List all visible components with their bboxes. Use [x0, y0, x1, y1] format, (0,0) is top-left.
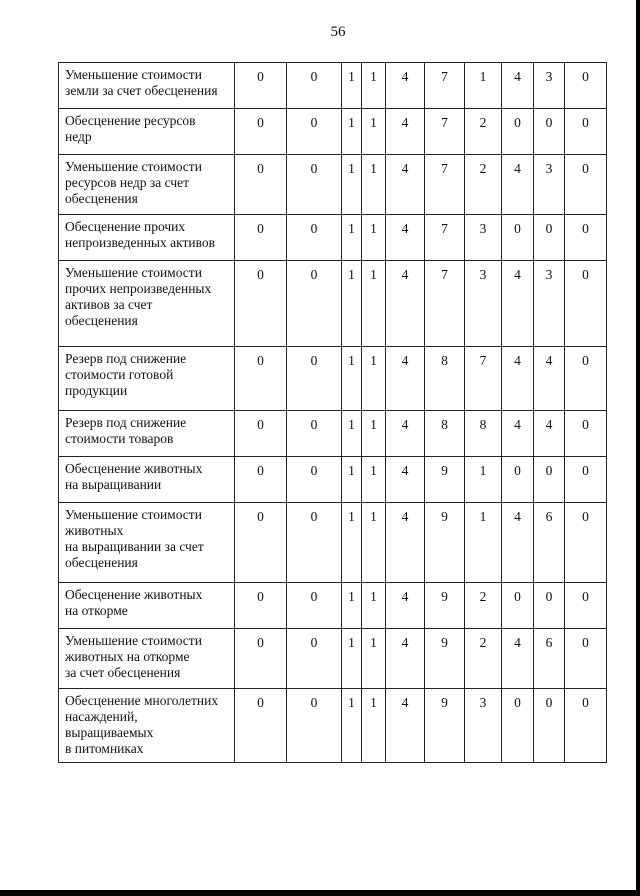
code-digit-cell: 0 [235, 215, 287, 261]
code-digit-cell: 1 [362, 503, 386, 583]
code-digit-cell: 4 [502, 503, 534, 583]
code-digit-cell: 0 [287, 155, 342, 215]
code-digit-cell: 2 [465, 629, 502, 689]
code-digit-cell: 4 [386, 261, 425, 347]
table-row [59, 261, 607, 347]
code-digit-cell: 1 [465, 457, 502, 503]
code-digit-cell: 3 [534, 63, 565, 109]
code-digit-cell: 9 [425, 689, 465, 763]
code-digit-cell: 0 [565, 457, 607, 503]
code-digit-cell: 9 [425, 583, 465, 629]
row-label: Обесценение прочих непроизведенных активов [59, 215, 235, 261]
code-digit-cell: 0 [565, 63, 607, 109]
row-label: Резерв под снижение стоимости готовой продукции [59, 347, 235, 411]
table-row [59, 629, 607, 689]
code-digit-cell: 4 [502, 155, 534, 215]
code-digit-cell: 8 [465, 411, 502, 457]
code-digit-cell: 4 [386, 215, 425, 261]
code-digit-cell: 0 [287, 583, 342, 629]
row-label: Обесценение животных на откорме [59, 583, 235, 629]
code-digit-cell: 0 [502, 689, 534, 763]
code-digit-cell: 3 [465, 215, 502, 261]
code-digit-cell: 4 [386, 689, 425, 763]
code-digit-cell: 1 [362, 689, 386, 763]
code-digit-cell: 0 [287, 457, 342, 503]
code-digit-cell: 0 [565, 261, 607, 347]
row-label: Уменьшение стоимости ресурсов недр за счет обесценения [59, 155, 235, 215]
code-digit-cell: 1 [362, 63, 386, 109]
code-digit-cell: 1 [342, 457, 362, 503]
code-digit-cell: 6 [534, 503, 565, 583]
code-digit-cell: 0 [287, 261, 342, 347]
code-digit-cell: 0 [235, 155, 287, 215]
table-row [59, 109, 607, 155]
table-row [59, 63, 607, 109]
code-digit-cell: 4 [386, 63, 425, 109]
code-digit-cell: 1 [342, 689, 362, 763]
code-digit-cell: 1 [342, 63, 362, 109]
code-digit-cell: 0 [565, 155, 607, 215]
row-label: Уменьшение стоимости земли за счет обесценения [59, 63, 235, 109]
code-digit-cell: 0 [235, 109, 287, 155]
code-digit-cell: 1 [362, 457, 386, 503]
code-digit-cell: 1 [362, 261, 386, 347]
code-digit-cell: 7 [425, 261, 465, 347]
table-row [59, 411, 607, 457]
code-digit-cell: 0 [287, 347, 342, 411]
row-label: Резерв под снижение стоимости товаров [59, 411, 235, 457]
code-digit-cell: 0 [235, 63, 287, 109]
table-row [59, 347, 607, 411]
code-digit-cell: 0 [287, 629, 342, 689]
code-digit-cell: 2 [465, 109, 502, 155]
row-label: Обесценение ресурсов недр [59, 109, 235, 155]
code-digit-cell: 0 [287, 689, 342, 763]
code-digit-cell: 1 [465, 503, 502, 583]
code-digit-cell: 0 [235, 347, 287, 411]
code-digit-cell: 1 [362, 347, 386, 411]
table-row [59, 503, 607, 583]
code-digit-cell: 1 [362, 583, 386, 629]
code-digit-cell: 1 [342, 411, 362, 457]
code-digit-cell: 1 [362, 629, 386, 689]
code-digit-cell: 7 [425, 109, 465, 155]
code-digit-cell: 1 [342, 629, 362, 689]
code-digit-cell: 7 [425, 155, 465, 215]
code-digit-cell: 4 [386, 411, 425, 457]
code-digit-cell: 1 [342, 347, 362, 411]
code-digit-cell: 4 [534, 347, 565, 411]
code-digit-cell: 0 [287, 503, 342, 583]
code-digit-cell: 4 [386, 347, 425, 411]
code-digit-cell: 3 [534, 261, 565, 347]
code-digit-cell: 1 [362, 109, 386, 155]
code-digit-cell: 0 [565, 689, 607, 763]
row-label: Уменьшение стоимости животных на откорме за счет обесценения [59, 629, 235, 689]
code-digit-cell: 0 [534, 583, 565, 629]
code-digit-cell: 9 [425, 629, 465, 689]
table-row [59, 689, 607, 763]
code-digit-cell: 4 [502, 261, 534, 347]
row-label: Уменьшение стоимости животных на выращивании за счет обесценения [59, 503, 235, 583]
code-digit-cell: 0 [534, 457, 565, 503]
code-digit-cell: 0 [534, 109, 565, 155]
table-row [59, 215, 607, 261]
code-digit-cell: 1 [342, 503, 362, 583]
code-digit-cell: 0 [565, 503, 607, 583]
code-digit-cell: 0 [287, 411, 342, 457]
code-digit-cell: 4 [386, 457, 425, 503]
code-digit-cell: 3 [465, 689, 502, 763]
table-body [59, 63, 607, 763]
code-digit-cell: 7 [425, 215, 465, 261]
code-digit-cell: 4 [502, 63, 534, 109]
table-row [59, 457, 607, 503]
code-digit-cell: 0 [235, 503, 287, 583]
row-label: Обесценение животных на выращивании [59, 457, 235, 503]
code-digit-cell: 9 [425, 503, 465, 583]
code-digit-cell: 1 [362, 215, 386, 261]
code-digit-cell: 1 [342, 155, 362, 215]
code-digit-cell: 0 [502, 215, 534, 261]
code-digit-cell: 7 [465, 347, 502, 411]
code-digit-cell: 8 [425, 347, 465, 411]
code-digit-cell: 0 [502, 583, 534, 629]
code-digit-cell: 1 [465, 63, 502, 109]
code-digit-cell: 0 [565, 583, 607, 629]
code-digit-cell: 4 [502, 629, 534, 689]
code-digit-cell: 1 [362, 411, 386, 457]
code-digit-cell: 0 [502, 457, 534, 503]
code-digit-cell: 0 [565, 411, 607, 457]
code-digit-cell: 0 [235, 457, 287, 503]
code-digit-cell: 0 [235, 261, 287, 347]
code-digit-cell: 4 [534, 411, 565, 457]
code-digit-cell: 4 [502, 347, 534, 411]
row-label: Обесценение многолетних насаждений, выращиваемых в питомниках [59, 689, 235, 763]
code-digit-cell: 1 [342, 215, 362, 261]
code-digit-cell: 4 [386, 503, 425, 583]
row-label: Уменьшение стоимости прочих непроизведенных активов за счет обесценения [59, 261, 235, 347]
page-number: 56 [330, 24, 346, 40]
code-digit-cell: 0 [534, 689, 565, 763]
code-digit-cell: 3 [534, 155, 565, 215]
code-digit-cell: 1 [342, 583, 362, 629]
code-digit-cell: 0 [235, 583, 287, 629]
code-digit-cell: 0 [565, 215, 607, 261]
code-digit-cell: 2 [465, 583, 502, 629]
account-codes-table [58, 62, 607, 763]
code-digit-cell: 0 [565, 109, 607, 155]
code-digit-cell: 3 [465, 261, 502, 347]
table-row [59, 583, 607, 629]
code-digit-cell: 0 [235, 411, 287, 457]
code-digit-cell: 0 [534, 215, 565, 261]
code-digit-cell: 0 [287, 109, 342, 155]
code-digit-cell: 1 [342, 261, 362, 347]
code-digit-cell: 1 [362, 155, 386, 215]
code-digit-cell: 0 [235, 689, 287, 763]
code-digit-cell: 8 [425, 411, 465, 457]
code-digit-cell: 4 [386, 629, 425, 689]
code-digit-cell: 1 [342, 109, 362, 155]
code-digit-cell: 0 [565, 347, 607, 411]
code-digit-cell: 6 [534, 629, 565, 689]
code-digit-cell: 4 [386, 109, 425, 155]
table-row [59, 155, 607, 215]
code-digit-cell: 0 [287, 215, 342, 261]
code-digit-cell: 9 [425, 457, 465, 503]
code-digit-cell: 4 [386, 155, 425, 215]
code-digit-cell: 0 [502, 109, 534, 155]
code-digit-cell: 4 [502, 411, 534, 457]
code-digit-cell: 0 [287, 63, 342, 109]
code-digit-cell: 2 [465, 155, 502, 215]
code-digit-cell: 0 [565, 629, 607, 689]
code-digit-cell: 4 [386, 583, 425, 629]
code-digit-cell: 7 [425, 63, 465, 109]
code-digit-cell: 0 [235, 629, 287, 689]
